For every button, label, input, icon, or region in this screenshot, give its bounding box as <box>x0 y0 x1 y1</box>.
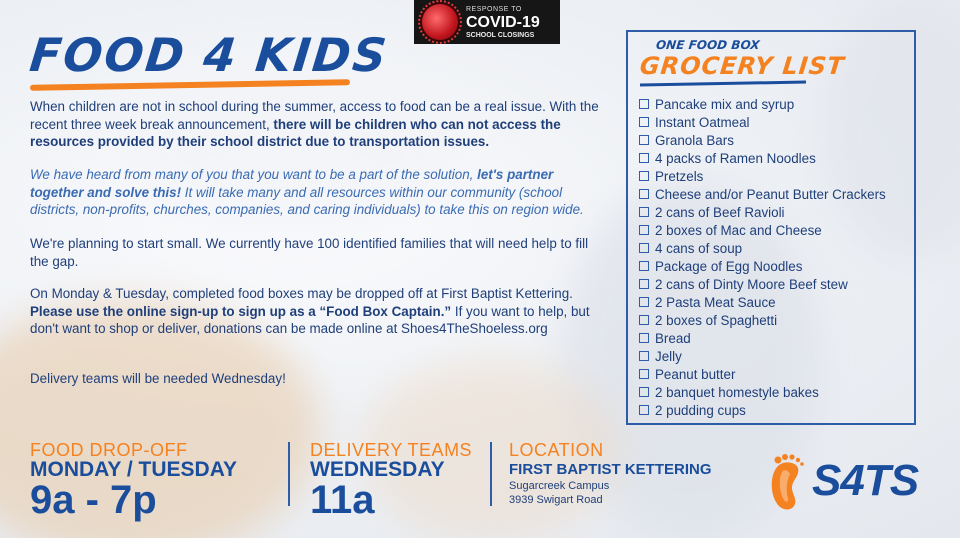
p2-bold-text: let's partner together and solve this! <box>30 167 554 200</box>
checkbox-icon <box>639 261 649 271</box>
grocery-item-label: Peanut butter <box>655 366 736 382</box>
intro-paragraph-5: Delivery teams will be needed Wednesday! <box>30 371 286 386</box>
p2-text: We have heard from many of you that you want to be a part of the solution, <box>30 167 478 182</box>
checkbox-icon <box>639 369 649 379</box>
grocery-item-label: 2 Pasta Meat Sauce <box>655 294 776 310</box>
checkbox-icon <box>639 351 649 361</box>
grocery-item-label: Cheese and/or Peanut Butter Crackers <box>655 186 886 202</box>
grocery-item-label: Bread <box>655 330 691 346</box>
intro-paragraph-4 <box>30 285 610 338</box>
footprint-icon <box>768 452 808 514</box>
checkbox-icon <box>639 387 649 397</box>
grocery-item-label: Package of Egg Noodles <box>655 258 803 274</box>
grocery-item-label: 2 boxes of Spaghetti <box>655 312 778 328</box>
badge-line1: RESPONSE TO <box>466 6 522 13</box>
checkbox-icon <box>639 99 649 109</box>
grocery-item <box>639 311 886 329</box>
grocery-item <box>639 365 886 383</box>
grocery-item <box>639 149 886 167</box>
location-address: 3939 Swigart Road <box>509 494 603 506</box>
grocery-item <box>639 347 886 365</box>
grocery-item-label: Jelly <box>655 348 682 364</box>
checkbox-icon <box>639 117 649 127</box>
delivery-label: DELIVERY TEAMS <box>310 440 473 460</box>
checkbox-icon <box>639 243 649 253</box>
grocery-item-label: 2 pudding cups <box>655 402 746 418</box>
checkbox-icon <box>639 297 649 307</box>
grocery-item <box>639 167 886 185</box>
checkbox-icon <box>639 135 649 145</box>
grocery-item <box>639 203 886 221</box>
grocery-item-label: 2 cans of Dinty Moore Beef stew <box>655 276 848 292</box>
p2-rest-text: It will take many and all resources within our community (school districts, non-profits, churches, companies, and caring individuals) to take this on region wide. <box>30 184 584 217</box>
intro-paragraph-3: We're planning to start small. We currently have 100 identified families that will need help to fill the gap. <box>30 236 589 269</box>
badge-line2: COVID-19 <box>466 14 540 31</box>
intro-paragraph-2 <box>30 166 610 219</box>
grocery-item-label: 2 banquet homestyle bakes <box>655 384 819 400</box>
footer-divider <box>288 442 290 506</box>
covid-badge <box>414 0 560 44</box>
grocery-item <box>639 401 886 419</box>
checkbox-icon <box>639 279 649 289</box>
checkbox-icon <box>639 405 649 415</box>
grocery-item <box>639 257 886 275</box>
grocery-item-label: Instant Oatmeal <box>655 114 750 130</box>
grocery-item <box>639 383 886 401</box>
grocery-title: GROCERY LIST <box>638 52 846 80</box>
checkbox-icon <box>639 189 649 199</box>
checkbox-icon <box>639 153 649 163</box>
delivery-day: WEDNESDAY <box>310 458 445 481</box>
grocery-subtitle: ONE FOOD BOX <box>655 38 761 52</box>
p1-text: When children are not in school during the summer, access to food can be a real issue. With the recent three week break announcement, <box>30 99 599 132</box>
grocery-item-label: Granola Bars <box>655 132 734 148</box>
dropoff-days: MONDAY / TUESDAY <box>30 458 237 481</box>
checkbox-icon <box>639 225 649 235</box>
checkbox-icon <box>639 315 649 325</box>
p4-bold-text: Please use the online sign-up to sign up as a “Food Box Captain.” <box>30 303 452 319</box>
s4ts-logo: S4TS <box>812 456 919 505</box>
location-name: FIRST BAPTIST KETTERING <box>509 461 712 478</box>
grocery-item <box>639 275 886 293</box>
location-label: LOCATION <box>509 440 604 460</box>
page-title: FOOD 4 KIDS <box>27 28 391 82</box>
grocery-item-label: 4 cans of soup <box>655 240 743 256</box>
grocery-item <box>639 95 886 113</box>
p4-text: On Monday & Tuesday, completed food boxes may be dropped off at First Baptist Kettering. <box>30 286 573 301</box>
grocery-item <box>639 293 886 311</box>
grocery-item <box>639 113 886 131</box>
checkbox-icon <box>639 207 649 217</box>
p4-rest-text: If you want to help, but don't want to shop or deliver, donations can be made online at Shoes4TheShoeless.org <box>30 303 590 336</box>
grocery-item <box>639 239 886 257</box>
footer-divider <box>490 442 492 506</box>
dropoff-label: FOOD DROP-OFF <box>30 440 188 460</box>
grocery-item <box>639 131 886 149</box>
intro-paragraph-1 <box>30 98 610 151</box>
delivery-time: 11a <box>310 478 375 522</box>
grocery-item-label: 4 packs of Ramen Noodles <box>655 150 816 166</box>
grocery-item-label: 2 boxes of Mac and Cheese <box>655 222 822 238</box>
badge-line3: SCHOOL CLOSINGS <box>466 32 535 39</box>
grocery-item <box>639 185 886 203</box>
checkbox-icon <box>639 171 649 181</box>
grocery-item <box>639 329 886 347</box>
grocery-item <box>639 221 886 239</box>
checkbox-icon <box>639 333 649 343</box>
grocery-list <box>639 95 886 419</box>
location-campus: Sugarcreek Campus <box>509 480 610 492</box>
dropoff-time: 9a - 7p <box>30 478 157 522</box>
grocery-item-label: 2 cans of Beef Ravioli <box>655 204 785 220</box>
grocery-item-label: Pancake mix and syrup <box>655 96 795 112</box>
grocery-item-label: Pretzels <box>655 168 704 184</box>
p1-bold-text: there will be children who can not access the resources provided by their school district due to transportation issues. <box>30 116 561 149</box>
virus-icon <box>422 4 458 40</box>
